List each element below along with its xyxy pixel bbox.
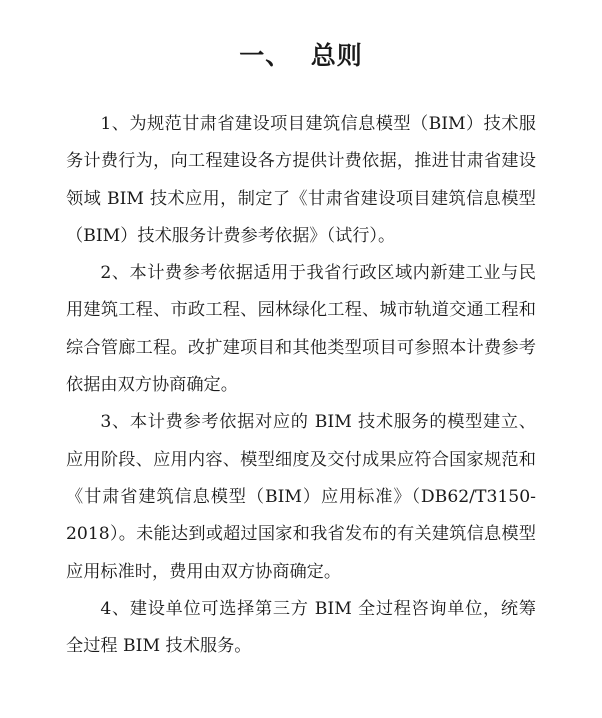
paragraph-1: 1、为规范甘肃省建设项目建筑信息模型（BIM）技术服务计费行为，向工程建设各方提供计费依据，推进甘肃省建设领域 BIM 技术应用，制定了《甘肃省建设项目建筑信息模型（BIM）技术服务计费参考依据》（试行）。 <box>66 114 536 246</box>
paragraph-3: 3、本计费参考依据对应的 BIM 技术服务的模型建立、应用阶段、应用内容、模型细度及交付成果应符合国家规范和《甘肃省建筑信息模型（BIM）应用标准》（DB62/T3150-2018）。未能达到或超过国家和我省发布的有关建筑信息模型应用标准时，费用由双方协商确定。 <box>66 412 536 582</box>
paragraph-2: 2、本计费参考依据适用于我省行政区域内新建工业与民用建筑工程、市政工程、园林绿化工程、城市轨道交通工程和综合管廊工程。改扩建项目和其他类型项目可参照本计费参考依据由双方协商确定。 <box>66 263 536 396</box>
section-heading: 一、 总则 <box>239 41 363 70</box>
paragraph-4: 4、建设单位可选择第三方 BIM 全过程咨询单位，统筹全过程 BIM 技术服务。 <box>66 598 536 657</box>
